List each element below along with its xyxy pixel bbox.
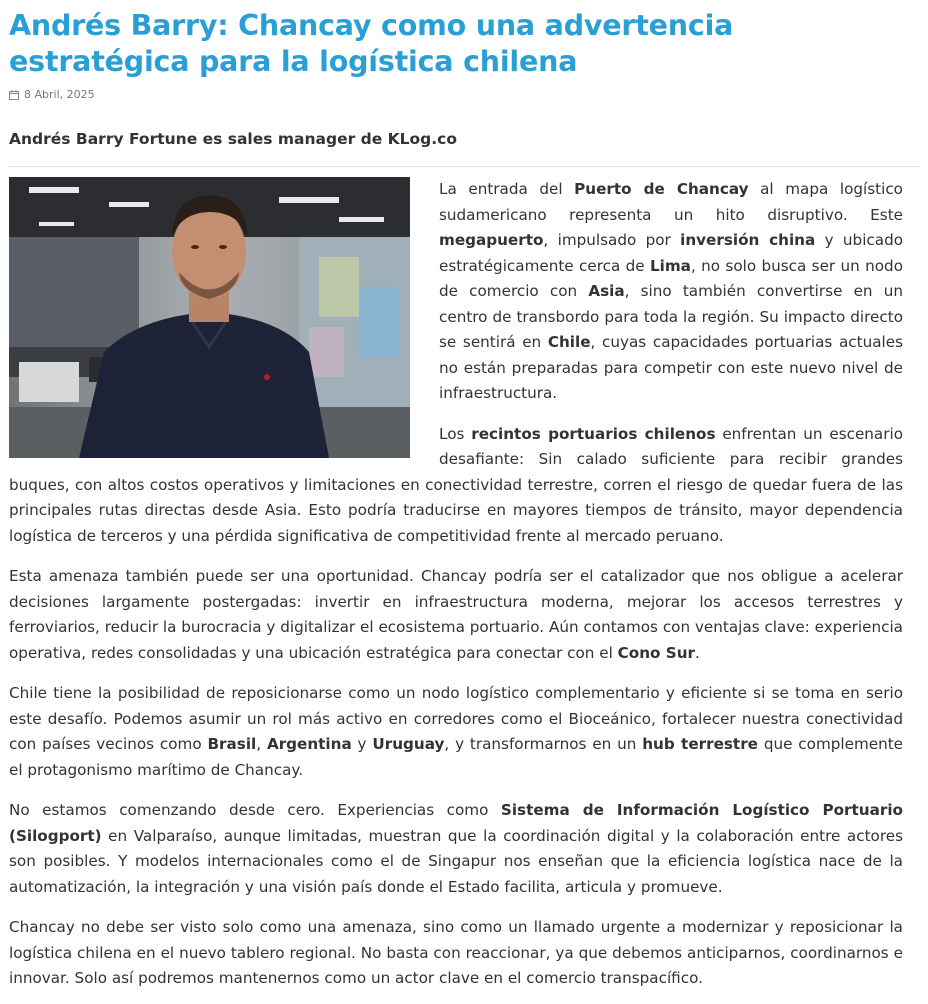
- article-body: [9, 177, 903, 992]
- text: No estamos comenzando desde cero. Experiencias como: [9, 801, 501, 819]
- text: , sino también convertirse en un centro de transbordo para toda la región. Su impacto directo se sentirá en: [439, 282, 903, 351]
- article-title: Andrés Barry: Chancay como una advertencia estratégica para la logística chilena: [9, 9, 734, 78]
- text: , no solo busca ser un nodo de comercio con: [439, 256, 903, 300]
- article-meta: [9, 88, 903, 101]
- bold-text: Cono Sur: [617, 643, 696, 662]
- paragraph-5: [9, 798, 903, 900]
- bold-text: Chile: [547, 333, 591, 351]
- text: y ubicado estratégicamente cerca de: [439, 231, 903, 275]
- paragraph-6: [9, 915, 903, 992]
- text: que complemente el protagonismo marítimo de Chancay.: [9, 735, 904, 779]
- author-line: Andrés Barry Fortune es sales manager de KLog.co: [9, 130, 457, 148]
- text: , cuyas capacidades portuarias actuales no están preparadas para competir con este nuevo nivel de infraestructura.: [439, 333, 903, 402]
- paragraph-3: [9, 564, 903, 666]
- bold-text: recintos portuarios chilenos: [471, 424, 716, 443]
- bold-text: Argentina: [266, 735, 352, 753]
- author-photo: [9, 177, 410, 458]
- text: , impulsado por: [543, 231, 681, 249]
- publish-date: 8 Abril, 2025: [24, 88, 95, 101]
- paragraph-4: [9, 681, 903, 783]
- bold-text: Uruguay: [372, 735, 445, 753]
- text: al mapa logístico sudamericano representa un hito disruptivo. Este: [439, 180, 903, 224]
- text: Los: [439, 424, 472, 443]
- bold-text: Sistema de Información Logístico Portuario (Silogport): [9, 801, 903, 845]
- bold-text: megapuerto: [439, 231, 544, 249]
- text: .: [695, 643, 700, 662]
- text: en Valparaíso, aunque limitadas, muestran que la coordinación digital y la colaboración entre actores son posibles. Y modelos internacionales como el de Singapur nos enseñan que la eficiencia logística nace de la automatización, la integración y una visión país donde el Estado facilita, articula y promueve.: [9, 826, 903, 896]
- bold-text: Lima: [649, 256, 691, 275]
- divider: [9, 166, 920, 167]
- text: , y transformarnos en un: [444, 735, 643, 753]
- bold-text: hub terrestre: [642, 735, 758, 753]
- text: ,: [256, 735, 267, 753]
- bold-text: Puerto de Chancay: [574, 180, 749, 198]
- text: Esta amenaza también puede ser una oportunidad. Chancay podría ser el catalizador que nos obligue a acelerar decisiones largamente postergadas: invertir en infraestructura moderna, mejorar los accesos terrestres y ferroviarios, reducir la burocracia y digitalizar el ecosistema portuario. Aún contamos con ventajas clave: experiencia operativa, redes consolidadas y una ubicación estratégica para conectar con el: [9, 567, 903, 662]
- bold-text: Brasil: [207, 735, 257, 753]
- text: Chancay no debe ser visto solo como una amenaza, sino como un llamado urgente a modernizar y reposicionar la logística chilena en el nuevo tablero regional. No basta con reaccionar, ya que debemos anticiparnos, coordinarnos e innovar. Solo así podremos mantenernos como un actor clave en el comercio transpacífico.: [9, 918, 903, 987]
- bold-text: Asia: [588, 282, 625, 300]
- text: Chile tiene la posibilidad de reposicionarse como un nodo logístico complementario y eficiente si se toma en serio este desafío. Podemos asumir un rol más activo en corredores como el Bioceánico, fortalecer nuestra conectividad con países vecinos como: [9, 684, 903, 753]
- bold-text: inversión china: [680, 231, 816, 249]
- calendar-icon: [9, 90, 19, 100]
- text: y: [351, 735, 373, 753]
- text: La entrada del: [439, 180, 575, 198]
- text: enfrentan un escenario desafiante: Sin calado suficiente para recibir grandes buques, con altos costos operativos y limitaciones en conectividad terrestre, corren el riesgo de quedar fuera de las principales rutas directas desde Asia. Esto podría traducirse en mayores tiempos de tránsito, mayor dependencia logística de terceros y una pérdida significativa de competitividad frente al mercado peruano.: [9, 424, 903, 545]
